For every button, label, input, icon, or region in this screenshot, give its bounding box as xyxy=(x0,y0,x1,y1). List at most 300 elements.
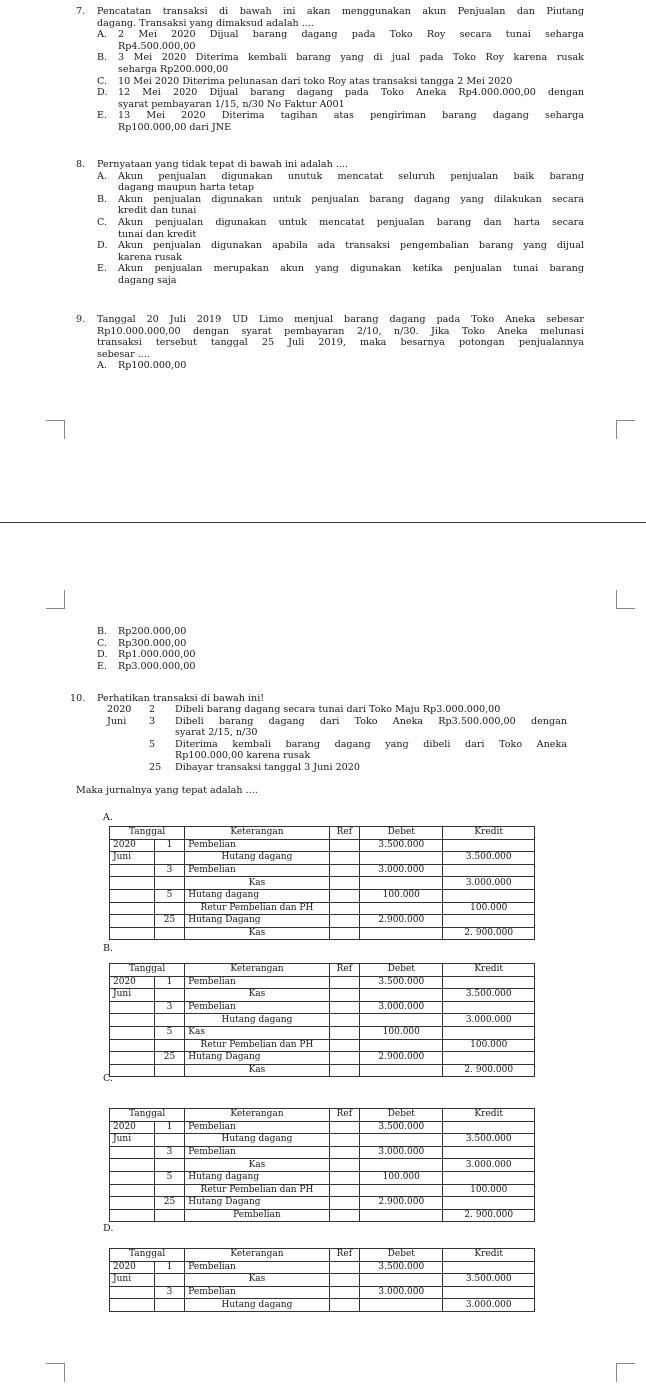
cell-day: 1 xyxy=(154,1121,185,1134)
cell-keterangan: Retur Pembelian dan PH xyxy=(185,1039,329,1052)
cell-day xyxy=(154,1184,185,1197)
option-text: Rp100.000,00 xyxy=(118,360,187,372)
table-row xyxy=(110,839,535,852)
header-debet: Debet xyxy=(360,1109,443,1122)
cell-period: Juni xyxy=(110,852,155,865)
cell-day: 3 xyxy=(154,1001,185,1014)
option-text-cont: Rp4.500.000,00 xyxy=(118,40,196,52)
table-row xyxy=(110,1052,535,1065)
cell-ref xyxy=(329,1299,360,1312)
question-7 xyxy=(76,6,584,134)
question-10-closing xyxy=(76,785,584,797)
journal-option-label: B. xyxy=(103,943,114,954)
cell-ref xyxy=(329,902,360,915)
header-ref: Ref xyxy=(329,827,360,840)
cell-ref xyxy=(329,1209,360,1222)
question-10-closing-text: Maka jurnalnya yang tepat adalah .... xyxy=(76,785,258,796)
cell-period: Juni xyxy=(110,1274,155,1287)
cell-debet xyxy=(360,1064,443,1077)
table-row xyxy=(110,1026,535,1039)
cell-keterangan: Pembelian xyxy=(185,1001,329,1014)
option-text-cont: syarat pembayaran 1/15, n/30 No Faktur A001 xyxy=(118,98,345,110)
option-letter: D. xyxy=(97,240,108,252)
option-letter: C. xyxy=(97,216,108,228)
option-text: Rp3.000.000,00 xyxy=(118,660,196,672)
option-letter: B. xyxy=(97,626,108,637)
cell-kredit xyxy=(443,1261,535,1274)
cell-day: 3 xyxy=(154,1146,185,1159)
question-9-options xyxy=(76,626,584,672)
cell-day xyxy=(154,1014,185,1027)
option-text-cont: dagang maupun harta tetap xyxy=(118,182,254,194)
cell-day xyxy=(154,1159,185,1172)
question-9-options xyxy=(76,360,584,372)
cell-day: 25 xyxy=(154,1197,185,1210)
table-row xyxy=(110,889,535,902)
transaction-day: 5 xyxy=(149,738,156,750)
cell-period xyxy=(110,1146,155,1159)
table-row xyxy=(110,915,535,928)
cell-keterangan: Hutang dagang xyxy=(185,852,329,865)
cell-ref xyxy=(329,927,360,940)
option-letter: B. xyxy=(97,52,108,64)
option-text: 10 Mei 2020 Diterima pelunasan dari toko Roy atas transaksi tangga 2 Mei 2020 xyxy=(118,75,513,87)
table-row xyxy=(110,1197,535,1210)
cell-kredit: 3.000.000 xyxy=(443,877,535,890)
crop-mark xyxy=(616,1363,635,1382)
cell-kredit xyxy=(443,1146,535,1159)
cell-day: 5 xyxy=(154,1026,185,1039)
cell-kredit xyxy=(443,1197,535,1210)
cell-ref xyxy=(329,1039,360,1052)
option xyxy=(76,29,584,52)
transaction-text-cont: Rp100.000,00 karena rusak xyxy=(175,750,311,762)
option-letter: C. xyxy=(97,75,108,87)
cell-debet xyxy=(360,1299,443,1312)
transaction-text: Dibeli barang dagang secara tunai dari Toko Maju Rp3.000.000,00 xyxy=(175,704,501,715)
cell-keterangan: Hutang Dagang xyxy=(185,1197,329,1210)
question-10-stem: Perhatikan transaksi di bawah ini! xyxy=(97,693,265,704)
cell-period: 2020 xyxy=(110,1261,155,1274)
table-row xyxy=(110,1286,535,1299)
option-text: 3 Mei 2020 Diterima kembali barang yang di jual pada Toko Roy karena rusak xyxy=(118,52,584,64)
crop-mark xyxy=(616,420,635,439)
option-letter: C. xyxy=(97,637,108,649)
journal-option-label: C. xyxy=(103,1073,114,1084)
cell-debet: 2.900.000 xyxy=(360,1052,443,1065)
transaction-text: Dibeli barang dagang dari Toko Aneka Rp3.500.000,00 dengan xyxy=(175,715,567,727)
option-letter: E. xyxy=(97,263,108,275)
option-text: 2 Mei 2020 Dijual barang dagang pada Toko Roy secara tunai seharga xyxy=(118,29,584,41)
option xyxy=(76,110,584,133)
option-text: Rp300.000,00 xyxy=(118,637,187,649)
cell-ref xyxy=(329,1001,360,1014)
cell-debet: 3.000.000 xyxy=(360,1286,443,1299)
option-letter: E. xyxy=(97,660,108,672)
cell-keterangan: Kas xyxy=(185,927,329,940)
table-row xyxy=(110,1146,535,1159)
cell-period xyxy=(110,1064,155,1077)
cell-kredit: 2. 900.000 xyxy=(443,1064,535,1077)
cell-kredit: 100.000 xyxy=(443,1184,535,1197)
question-8-stem: Pernyataan yang tidak tepat di bawah ini adalah .... xyxy=(97,159,349,170)
option-text-cont: Rp100.000,00 dari JNE xyxy=(118,121,232,133)
header-kredit: Kredit xyxy=(443,964,535,977)
cell-keterangan: Kas xyxy=(185,1026,329,1039)
header-keterangan: Keterangan xyxy=(185,1109,329,1122)
cell-period xyxy=(110,1001,155,1014)
cell-ref xyxy=(329,1014,360,1027)
option xyxy=(76,52,584,75)
table-row xyxy=(110,864,535,877)
cell-period xyxy=(110,1197,155,1210)
option-text: 12 Mei 2020 Dijual barang dagang pada Toko Aneka Rp4.000.000,00 dengan xyxy=(118,87,584,99)
cell-kredit xyxy=(443,864,535,877)
cell-ref xyxy=(329,839,360,852)
question-7-stem-cont: dagang. Transaksi yang dimaksud adalah .... xyxy=(97,17,314,29)
cell-keterangan: Hutang dagang xyxy=(185,889,329,902)
cell-kredit: 2. 900.000 xyxy=(443,927,535,940)
cell-keterangan: Kas xyxy=(185,1274,329,1287)
cell-debet: 3.000.000 xyxy=(360,1001,443,1014)
cell-period xyxy=(110,915,155,928)
question-7-line-1 xyxy=(76,6,584,18)
cell-debet: 2.900.000 xyxy=(360,1197,443,1210)
transaction-day: 3 xyxy=(149,715,156,727)
header-ref: Ref xyxy=(329,1109,360,1122)
cell-debet xyxy=(360,877,443,890)
question-number: 10. xyxy=(70,693,86,704)
question-9-continued xyxy=(76,626,584,672)
option-letter: A. xyxy=(97,29,107,41)
cell-keterangan: Retur Pembelian dan PH xyxy=(185,1184,329,1197)
cell-kredit: 3.500.000 xyxy=(443,1134,535,1147)
option-text: Akun penjualan digunakan untuk penjualan barang dagang yang dilakukan secara xyxy=(118,193,584,205)
cell-kredit xyxy=(443,1121,535,1134)
cell-day: 25 xyxy=(154,915,185,928)
cell-keterangan: Hutang Dagang xyxy=(185,915,329,928)
cell-day: 1 xyxy=(154,1261,185,1274)
table-row xyxy=(110,1274,535,1287)
question-8-options xyxy=(76,171,584,287)
cell-period: 2020 xyxy=(110,839,155,852)
option xyxy=(76,76,584,88)
cell-keterangan: Pembelian xyxy=(185,1286,329,1299)
cell-kredit: 100.000 xyxy=(443,1039,535,1052)
option-letter: B. xyxy=(97,193,108,205)
cell-ref xyxy=(329,877,360,890)
transaction-text: Dibayar transaksi tanggal 3 Juni 2020 xyxy=(175,761,360,773)
cell-period xyxy=(110,864,155,877)
header-debet: Debet xyxy=(360,827,443,840)
cell-ref xyxy=(329,864,360,877)
cell-debet xyxy=(360,1014,443,1027)
cell-debet xyxy=(360,1184,443,1197)
cell-debet: 100.000 xyxy=(360,1171,443,1184)
cell-day xyxy=(154,902,185,915)
option-text: Akun penjualan digunakan untuk mencatat penjualan barang dan harta secara xyxy=(118,216,584,228)
cell-day: 1 xyxy=(154,976,185,989)
table-row xyxy=(110,1134,535,1147)
header-tanggal: Tanggal xyxy=(110,964,185,977)
transaction-list xyxy=(107,704,567,774)
cell-debet: 3.000.000 xyxy=(360,864,443,877)
transaction-row xyxy=(107,762,567,774)
journal-table xyxy=(109,963,535,1077)
cell-ref xyxy=(329,1286,360,1299)
header-tanggal: Tanggal xyxy=(110,1109,185,1122)
cell-keterangan: Retur Pembelian dan PH xyxy=(185,902,329,915)
cell-period xyxy=(110,927,155,940)
option-text: Rp1.000.000,00 xyxy=(118,649,196,661)
cell-kredit xyxy=(443,915,535,928)
table-row xyxy=(110,1121,535,1134)
cell-keterangan: Kas xyxy=(185,1064,329,1077)
cell-debet xyxy=(360,1039,443,1052)
option-letter: D. xyxy=(97,649,108,661)
table-row xyxy=(110,1209,535,1222)
crop-mark xyxy=(46,590,65,609)
cell-keterangan: Pembelian xyxy=(185,976,329,989)
cell-keterangan: Hutang dagang xyxy=(185,1134,329,1147)
cell-period xyxy=(110,902,155,915)
cell-keterangan: Kas xyxy=(185,877,329,890)
cell-ref xyxy=(329,976,360,989)
table-row xyxy=(110,1184,535,1197)
cell-kredit: 3.500.000 xyxy=(443,1274,535,1287)
cell-kredit xyxy=(443,1171,535,1184)
table-row xyxy=(110,1001,535,1014)
cell-debet: 3.000.000 xyxy=(360,1146,443,1159)
cell-period xyxy=(110,1286,155,1299)
table-header-row xyxy=(110,1109,535,1122)
document-page-2 xyxy=(0,523,646,1387)
journal-option-label: D. xyxy=(103,1223,114,1234)
cell-kredit xyxy=(443,976,535,989)
question-number: 8. xyxy=(76,159,86,170)
journal-table xyxy=(109,826,535,940)
cell-keterangan: Hutang dagang xyxy=(185,1171,329,1184)
cell-day xyxy=(154,852,185,865)
cell-kredit: 3.500.000 xyxy=(443,989,535,1002)
question-7-stem: Pencatatan transaksi di bawah ini akan menggunakan akun Penjualan dan Piutang xyxy=(97,6,584,17)
cell-day xyxy=(154,1039,185,1052)
option xyxy=(76,638,584,650)
table-row xyxy=(110,1299,535,1312)
cell-ref xyxy=(329,989,360,1002)
cell-period xyxy=(110,1299,155,1312)
option-letter: A. xyxy=(97,170,107,182)
cell-period: 2020 xyxy=(110,976,155,989)
header-kredit: Kredit xyxy=(443,827,535,840)
cell-period: Juni xyxy=(110,989,155,1002)
cell-kredit xyxy=(443,889,535,902)
cell-ref xyxy=(329,852,360,865)
table-row xyxy=(110,1014,535,1027)
option xyxy=(76,217,584,240)
table-row xyxy=(110,902,535,915)
crop-mark xyxy=(46,1363,65,1382)
cell-kredit xyxy=(443,1052,535,1065)
cell-debet: 100.000 xyxy=(360,1026,443,1039)
cell-day xyxy=(154,1274,185,1287)
cell-kredit: 3.500.000 xyxy=(443,852,535,865)
cell-kredit: 2. 900.000 xyxy=(443,1209,535,1222)
cell-ref xyxy=(329,1121,360,1134)
cell-day: 25 xyxy=(154,1052,185,1065)
cell-keterangan: Pembelian xyxy=(185,1146,329,1159)
cell-debet xyxy=(360,989,443,1002)
cell-period xyxy=(110,1014,155,1027)
header-kredit: Kredit xyxy=(443,1109,535,1122)
option-text: Akun penjualan digunakan apabila ada transaksi pengembalian barang yang dijual xyxy=(118,240,584,252)
cell-day: 5 xyxy=(154,889,185,902)
document-page-1 xyxy=(0,0,646,522)
cell-period xyxy=(110,1159,155,1172)
cell-ref xyxy=(329,1197,360,1210)
header-debet: Debet xyxy=(360,964,443,977)
table-row xyxy=(110,1039,535,1052)
journal-table xyxy=(109,1108,535,1222)
header-tanggal: Tanggal xyxy=(110,827,185,840)
cell-period xyxy=(110,877,155,890)
cell-keterangan: Hutang dagang xyxy=(185,1299,329,1312)
cell-debet xyxy=(360,1134,443,1147)
table-row xyxy=(110,852,535,865)
header-ref: Ref xyxy=(329,964,360,977)
question-9 xyxy=(76,314,584,372)
question-7-options xyxy=(76,29,584,133)
option xyxy=(76,263,584,286)
crop-mark xyxy=(46,420,65,439)
header-debet: Debet xyxy=(360,1249,443,1262)
header-tanggal: Tanggal xyxy=(110,1249,185,1262)
cell-kredit: 100.000 xyxy=(443,902,535,915)
table-row xyxy=(110,877,535,890)
cell-debet xyxy=(360,927,443,940)
cell-ref xyxy=(329,1064,360,1077)
option xyxy=(76,171,584,194)
transaction-row xyxy=(107,704,567,716)
cell-debet xyxy=(360,902,443,915)
header-ref: Ref xyxy=(329,1249,360,1262)
cell-kredit xyxy=(443,1001,535,1014)
question-number: 7. xyxy=(76,6,86,17)
cell-ref xyxy=(329,1171,360,1184)
cell-keterangan: Pembelian xyxy=(185,1261,329,1274)
cell-day: 3 xyxy=(154,1286,185,1299)
cell-day: 3 xyxy=(154,864,185,877)
cell-debet: 3.500.000 xyxy=(360,1121,443,1134)
question-9-stem-line: transaksi tersebut tanggal 25 Juli 2019, maka besarnya potongan penjualannya xyxy=(97,337,584,349)
cell-keterangan: Pembelian xyxy=(185,1121,329,1134)
cell-debet: 3.500.000 xyxy=(360,976,443,989)
cell-ref xyxy=(329,1274,360,1287)
cell-kredit xyxy=(443,1026,535,1039)
cell-period xyxy=(110,1184,155,1197)
table-row xyxy=(110,1159,535,1172)
cell-day xyxy=(154,927,185,940)
cell-ref xyxy=(329,1184,360,1197)
cell-period xyxy=(110,1026,155,1039)
cell-ref xyxy=(329,1134,360,1147)
cell-day: 1 xyxy=(154,839,185,852)
cell-debet: 3.500.000 xyxy=(360,1261,443,1274)
table-header-row xyxy=(110,964,535,977)
cell-keterangan: Pembelian xyxy=(185,839,329,852)
cell-ref xyxy=(329,889,360,902)
cell-period: Juni xyxy=(110,1134,155,1147)
table-header-row xyxy=(110,1249,535,1262)
option-text: Rp200.000,00 xyxy=(118,626,187,637)
cell-day xyxy=(154,1299,185,1312)
crop-mark xyxy=(616,590,635,609)
cell-keterangan: Kas xyxy=(185,1159,329,1172)
header-keterangan: Keterangan xyxy=(185,1249,329,1262)
cell-ref xyxy=(329,1146,360,1159)
cell-debet: 100.000 xyxy=(360,889,443,902)
cell-kredit: 3.000.000 xyxy=(443,1299,535,1312)
cell-keterangan: Pembelian xyxy=(185,1209,329,1222)
transaction-row xyxy=(107,739,567,762)
cell-day xyxy=(154,1134,185,1147)
cell-day: 5 xyxy=(154,1171,185,1184)
transaction-day: 2 xyxy=(149,704,156,715)
cell-debet xyxy=(360,1209,443,1222)
question-10 xyxy=(70,693,584,705)
option xyxy=(76,649,584,661)
transaction-text-cont: syarat 2/15, n/30 xyxy=(175,727,258,739)
table-row xyxy=(110,976,535,989)
cell-ref xyxy=(329,1052,360,1065)
cell-kredit xyxy=(443,839,535,852)
header-keterangan: Keterangan xyxy=(185,964,329,977)
question-9-stem-line: sebesar .... xyxy=(97,348,150,360)
option-letter: D. xyxy=(97,87,108,99)
journal-table xyxy=(109,1248,535,1312)
transaction-day: 25 xyxy=(149,761,162,773)
option-text: Akun penjualan digunakan unutuk mencatat seluruh penjualan baik barang xyxy=(118,170,584,182)
transaction-period: 2020 xyxy=(107,704,132,715)
cell-debet xyxy=(360,852,443,865)
cell-ref xyxy=(329,1261,360,1274)
cell-period xyxy=(110,889,155,902)
option-text-cont: karena rusak xyxy=(118,251,182,263)
option-text-cont: kredit dan tunai xyxy=(118,205,197,217)
question-number: 9. xyxy=(76,314,86,325)
question-9-stem: Tanggal 20 Juli 2019 UD Limo menjual barang dagang pada Toko Aneka sebesar xyxy=(97,314,584,325)
transaction-period: Juni xyxy=(107,715,127,727)
cell-period: 2020 xyxy=(110,1121,155,1134)
cell-ref xyxy=(329,1159,360,1172)
option xyxy=(76,194,584,217)
cell-period xyxy=(110,1209,155,1222)
option xyxy=(76,240,584,263)
cell-keterangan: Kas xyxy=(185,989,329,1002)
option xyxy=(76,360,584,372)
cell-period xyxy=(110,1052,155,1065)
cell-day xyxy=(154,1209,185,1222)
table-header-row xyxy=(110,827,535,840)
cell-debet: 3.500.000 xyxy=(360,839,443,852)
cell-period xyxy=(110,1039,155,1052)
table-row xyxy=(110,1171,535,1184)
option-text: Akun penjualan merupakan akun yang digunakan ketika penjualan tunai barang xyxy=(118,263,584,275)
option-text-cont: dagang saja xyxy=(118,274,177,286)
cell-ref xyxy=(329,1026,360,1039)
transaction-row xyxy=(107,716,567,739)
option xyxy=(76,661,584,673)
